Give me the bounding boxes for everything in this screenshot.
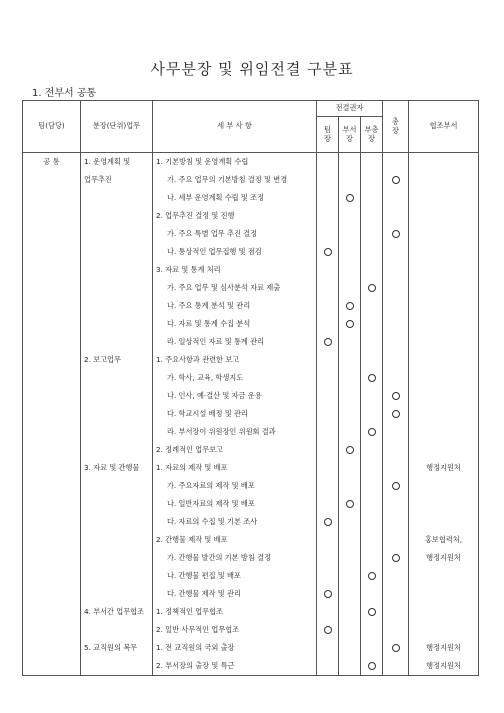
task-item: 1. 운영계획 및 <box>84 157 131 166</box>
mark-cell <box>383 297 408 315</box>
mark-cell <box>361 189 382 207</box>
approval-circle-icon <box>368 572 376 580</box>
task-item <box>81 207 152 225</box>
mark-cell <box>317 153 338 171</box>
team-leader-mark-column <box>317 153 339 676</box>
mark-cell <box>339 153 360 171</box>
coop-dept-item <box>409 513 478 531</box>
mark-cell <box>383 405 408 423</box>
approval-circle-icon <box>368 284 376 292</box>
mark-cell <box>361 585 382 603</box>
mark-cell <box>361 603 382 621</box>
coop-dept-item: 행정지원처 <box>426 661 461 670</box>
mark-cell <box>317 603 338 621</box>
mark-cell <box>339 495 360 513</box>
mark-cell <box>339 315 360 333</box>
mark-cell <box>339 405 360 423</box>
mark-cell <box>383 567 408 585</box>
mark-cell <box>361 657 382 675</box>
mark-cell <box>361 459 382 477</box>
coop-dept-item <box>409 225 478 243</box>
approval-circle-icon <box>392 482 400 490</box>
coop-dept-item: 홍보협력처, <box>424 535 462 544</box>
mark-cell <box>361 441 382 459</box>
task-item <box>81 261 152 279</box>
mark-cell <box>339 639 360 657</box>
mark-cell <box>383 369 408 387</box>
mark-cell <box>317 261 338 279</box>
mark-cell <box>339 585 360 603</box>
mark-cell <box>383 351 408 369</box>
detail-item: 2. 업무추진 결정 및 진행 <box>156 211 235 220</box>
mark-cell <box>339 531 360 549</box>
mark-cell <box>317 207 338 225</box>
header-president <box>383 101 409 153</box>
detail-item: 3. 자료 및 통계 처리 <box>156 265 221 274</box>
mark-cell <box>317 567 338 585</box>
mark-cell <box>339 459 360 477</box>
approval-circle-icon <box>346 302 354 310</box>
coop-dept-item <box>409 279 478 297</box>
header-team-leader-line2: 장 <box>324 133 331 143</box>
mark-cell <box>339 603 360 621</box>
header-deputy-line1: 부총 <box>364 125 379 135</box>
header-detail: 세 부 사 항 <box>153 101 317 153</box>
mark-cell <box>361 261 382 279</box>
task-item <box>81 531 152 549</box>
mark-cell <box>383 549 408 567</box>
mark-cell <box>383 495 408 513</box>
detail-item: 가. 주요 업무의 기본방침 결정 및 변경 <box>167 175 288 184</box>
detail-item: 나. 일반자료의 제작 및 배포 <box>167 499 255 508</box>
mark-cell <box>383 531 408 549</box>
detail-item: 가. 학사, 교육, 학생지도 <box>167 373 244 382</box>
mark-cell <box>383 621 408 639</box>
task-item <box>81 621 152 639</box>
mark-cell <box>339 261 360 279</box>
page-title: 사무분장 및 위임전결 구분표 <box>150 60 354 78</box>
coop-dept-item <box>409 441 478 459</box>
task-item: 3. 자료 및 간행물 <box>84 463 140 472</box>
coop-dept-item <box>409 261 478 279</box>
mark-cell <box>317 513 338 531</box>
mark-cell <box>317 387 338 405</box>
task-item <box>81 243 152 261</box>
dept-head-mark-column <box>339 153 361 676</box>
mark-cell <box>317 441 338 459</box>
mark-cell <box>361 495 382 513</box>
task-item <box>81 585 152 603</box>
team-label: 공 통 <box>43 157 60 166</box>
mark-cell <box>339 333 360 351</box>
header-team-leader-line1: 팀 <box>324 125 331 135</box>
coop-column <box>409 153 479 676</box>
mark-cell <box>317 621 338 639</box>
approval-circle-icon <box>324 518 332 526</box>
mark-cell <box>317 477 338 495</box>
detail-item: 가. 주요자료의 제작 및 배포 <box>167 481 255 490</box>
mark-cell <box>317 495 338 513</box>
mark-cell <box>383 585 408 603</box>
approval-circle-icon <box>324 338 332 346</box>
mark-cell <box>339 225 360 243</box>
detail-item: 1. 기본방침 및 운영계획 수립 <box>156 157 249 166</box>
coop-dept-item <box>409 171 478 189</box>
detail-item: 2. 정례적인 업무보고 <box>156 445 223 454</box>
mark-cell <box>361 423 382 441</box>
mark-cell <box>339 279 360 297</box>
header-president-line2: 장 <box>392 125 399 135</box>
mark-cell <box>361 639 382 657</box>
mark-cell <box>383 261 408 279</box>
mark-cell <box>317 423 338 441</box>
approval-circle-icon <box>392 230 400 238</box>
mark-cell <box>317 639 338 657</box>
detail-item: 가. 간행물 발간의 기본 방침 결정 <box>167 553 271 562</box>
coop-dept-item <box>409 351 478 369</box>
mark-cell <box>317 279 338 297</box>
coop-dept-item <box>409 621 478 639</box>
mark-cell <box>361 225 382 243</box>
mark-cell <box>383 423 408 441</box>
approval-circle-icon <box>392 554 400 562</box>
mark-cell <box>339 207 360 225</box>
mark-cell <box>383 171 408 189</box>
coop-dept-item <box>409 189 478 207</box>
detail-item: 나. 통상적인 업무집행 및 점검 <box>167 247 262 256</box>
coop-dept-item: 행정지원처 <box>426 553 461 562</box>
mark-cell <box>317 225 338 243</box>
detail-item: 나. 세부 운영계획 수립 및 조정 <box>167 193 265 202</box>
task-item <box>81 423 152 441</box>
mark-cell <box>339 351 360 369</box>
mark-cell <box>361 351 382 369</box>
approval-circle-icon <box>368 608 376 616</box>
mark-cell <box>361 387 382 405</box>
detail-item: 1. 주요사항과 관련한 보고 <box>156 355 240 364</box>
mark-cell <box>339 171 360 189</box>
task-item <box>81 513 152 531</box>
mark-cell <box>317 369 338 387</box>
mark-cell <box>317 585 338 603</box>
mark-cell <box>339 477 360 495</box>
detail-column <box>153 153 317 676</box>
mark-cell <box>383 153 408 171</box>
header-approver-group: 전결권자 <box>317 101 383 117</box>
detail-item: 1. 자료의 제작 및 배포 <box>156 463 228 472</box>
coop-dept-item <box>409 315 478 333</box>
header-team: 팀(담당) <box>23 101 81 153</box>
mark-cell <box>383 657 408 675</box>
mark-cell <box>317 657 338 675</box>
mark-cell <box>383 459 408 477</box>
approval-circle-icon <box>324 590 332 598</box>
task-item: 2. 보고업무 <box>84 355 121 364</box>
approval-circle-icon <box>346 320 354 328</box>
mark-cell <box>339 297 360 315</box>
task-item <box>81 279 152 297</box>
detail-item: 나. 인사, 예·결산 및 자금 운용 <box>167 391 262 400</box>
coop-dept-item <box>409 153 478 171</box>
task-item: 업무추진 <box>84 175 112 184</box>
mark-cell <box>361 621 382 639</box>
detail-item: 1. 전 교직원의 국외 출장 <box>156 643 235 652</box>
mark-cell <box>317 549 338 567</box>
task-item <box>81 225 152 243</box>
mark-cell <box>383 189 408 207</box>
task-item <box>81 657 152 675</box>
detail-item: 2. 부서장의 출장 및 특근 <box>156 661 235 670</box>
mark-cell <box>361 315 382 333</box>
mark-cell <box>383 225 408 243</box>
mark-cell <box>383 387 408 405</box>
approval-circle-icon <box>368 662 376 670</box>
coop-dept-item <box>409 405 478 423</box>
task-item <box>81 495 152 513</box>
mark-cell <box>361 549 382 567</box>
mark-cell <box>339 441 360 459</box>
mark-cell <box>361 333 382 351</box>
mark-cell <box>361 279 382 297</box>
header-deputy-line2: 장 <box>368 133 375 143</box>
approval-circle-icon <box>346 446 354 454</box>
task-item: 5. 교직원의 복무 <box>84 643 138 652</box>
approval-circle-icon <box>346 500 354 508</box>
detail-item: 가. 주요 특별 업무 추진 결정 <box>167 229 258 238</box>
mark-cell <box>317 459 338 477</box>
approval-circle-icon <box>392 410 400 418</box>
detail-item: 나. 간행물 편집 및 배포 <box>167 571 241 580</box>
header-dept-head-line1: 부서 <box>342 125 357 135</box>
approval-circle-icon <box>346 194 354 202</box>
coop-dept-item <box>409 297 478 315</box>
detail-item: 다. 자료 및 통계 수집 분석 <box>167 319 251 328</box>
mark-cell <box>383 441 408 459</box>
detail-item: 나. 주요 통계 분석 및 관리 <box>167 301 251 310</box>
mark-cell <box>317 189 338 207</box>
mark-cell <box>339 243 360 261</box>
header-president-line1: 총 <box>392 117 399 127</box>
task-item <box>81 441 152 459</box>
header-dept-head <box>339 117 361 153</box>
coop-dept-item: 행정지원처 <box>426 463 461 472</box>
coop-dept-item <box>409 423 478 441</box>
task-item <box>81 315 152 333</box>
mark-cell <box>317 351 338 369</box>
approval-circle-icon <box>392 644 400 652</box>
detail-item: 2. 간행물 제작 및 배포 <box>156 535 228 544</box>
coop-dept-item <box>409 567 478 585</box>
mark-cell <box>383 639 408 657</box>
approval-circle-icon <box>368 428 376 436</box>
mark-cell <box>317 243 338 261</box>
mark-cell <box>339 369 360 387</box>
coop-dept-item: 행정지원처 <box>426 643 461 652</box>
mark-cell <box>361 207 382 225</box>
coop-dept-item <box>409 369 478 387</box>
deputy-mark-column <box>361 153 383 676</box>
detail-item: 2. 일반 사무적인 업무협조 <box>156 625 240 634</box>
coop-dept-item <box>409 243 478 261</box>
mark-cell <box>383 243 408 261</box>
detail-item: 라. 부서장이 위원장인 위원회 결과 <box>167 427 276 436</box>
detail-item: 다. 간행물 제작 및 관리 <box>167 589 241 598</box>
mark-cell <box>361 405 382 423</box>
approval-circle-icon <box>392 392 400 400</box>
coop-dept-item <box>409 477 478 495</box>
president-mark-column <box>383 153 409 676</box>
task-item <box>81 477 152 495</box>
detail-item: 라. 일상적인 자료 및 통계 관리 <box>167 337 265 346</box>
approval-circle-icon <box>392 176 400 184</box>
mark-cell <box>317 297 338 315</box>
detail-item: 1. 정책적인 업무협조 <box>156 607 223 616</box>
mark-cell <box>317 315 338 333</box>
mark-cell <box>339 567 360 585</box>
task-item <box>81 297 152 315</box>
header-coop: 협조부서 <box>409 101 479 153</box>
mark-cell <box>361 477 382 495</box>
task-item <box>81 567 152 585</box>
task-item <box>81 405 152 423</box>
task-item <box>81 549 152 567</box>
approval-circle-icon <box>324 626 332 634</box>
task-item: 4. 부서간 업무협조 <box>84 607 145 616</box>
detail-item: 다. 자료의 수집 및 기본 조사 <box>167 517 258 526</box>
header-task: 분장(단위)업무 <box>81 101 153 153</box>
approval-circle-icon <box>368 374 376 382</box>
mark-cell <box>361 171 382 189</box>
detail-item: 다. 학교시설 배정 및 관리 <box>167 409 248 418</box>
mark-cell <box>339 549 360 567</box>
coop-dept-item <box>409 495 478 513</box>
mark-cell <box>339 387 360 405</box>
coop-dept-item <box>409 585 478 603</box>
approval-circle-icon <box>324 248 332 256</box>
mark-cell <box>339 423 360 441</box>
mark-cell <box>317 405 338 423</box>
mark-cell <box>361 369 382 387</box>
mark-cell <box>317 531 338 549</box>
mark-cell <box>339 621 360 639</box>
coop-dept-item <box>409 207 478 225</box>
header-team-leader <box>317 117 339 153</box>
task-item <box>81 333 152 351</box>
mark-cell <box>361 153 382 171</box>
mark-cell <box>361 297 382 315</box>
mark-cell <box>383 333 408 351</box>
mark-cell <box>317 333 338 351</box>
header-dept-head-line2: 장 <box>346 133 353 143</box>
mark-cell <box>383 513 408 531</box>
coop-dept-item <box>409 603 478 621</box>
mark-cell <box>383 477 408 495</box>
mark-cell <box>383 279 408 297</box>
task-item <box>81 189 152 207</box>
team-column <box>23 153 81 676</box>
delegation-table <box>22 100 479 676</box>
mark-cell <box>383 603 408 621</box>
mark-cell <box>317 171 338 189</box>
coop-dept-item <box>409 333 478 351</box>
section-heading: 1. 전부서 공통 <box>32 88 97 99</box>
mark-cell <box>339 513 360 531</box>
task-item <box>81 387 152 405</box>
task-column <box>81 153 153 676</box>
mark-cell <box>339 657 360 675</box>
mark-cell <box>383 315 408 333</box>
mark-cell <box>361 513 382 531</box>
mark-cell <box>361 567 382 585</box>
header-deputy <box>361 117 383 153</box>
detail-item: 가. 주요 업무 및 심사분석 자료 제출 <box>167 283 281 292</box>
mark-cell <box>361 243 382 261</box>
coop-dept-item <box>409 387 478 405</box>
mark-cell <box>383 207 408 225</box>
mark-cell <box>339 189 360 207</box>
task-item <box>81 369 152 387</box>
mark-cell <box>361 531 382 549</box>
